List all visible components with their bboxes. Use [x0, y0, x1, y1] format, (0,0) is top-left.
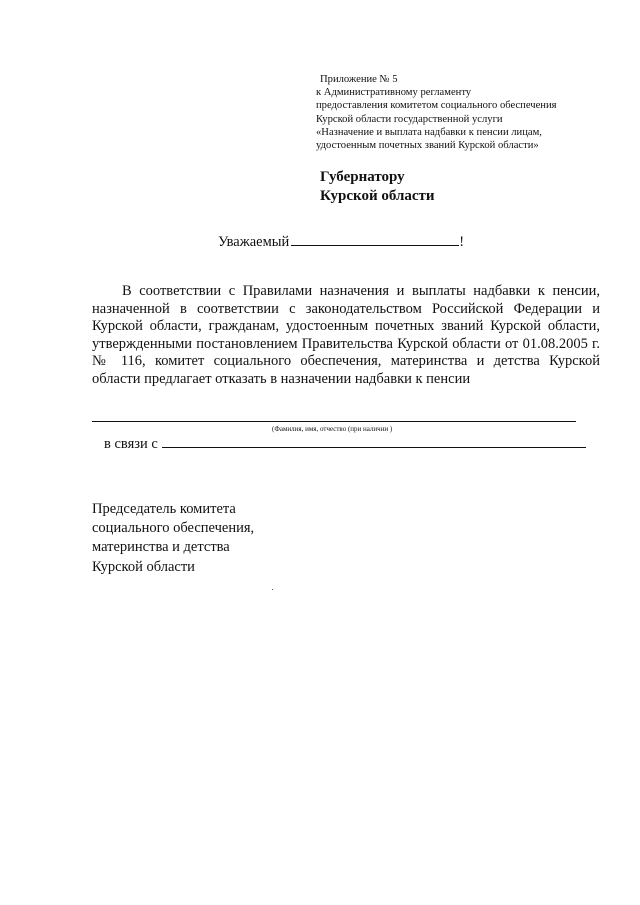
appendix-header [316, 73, 616, 152]
addressee-region: Курской области [320, 188, 435, 204]
salutation-name-blank [291, 232, 459, 246]
appendix-line: удостоенным почетных званий Курской области» [316, 140, 539, 152]
signature-block [92, 500, 254, 577]
appendix-line: предоставления комитетом социального обеспечения [316, 100, 557, 112]
appendix-title: Приложение № 5 [320, 74, 398, 85]
signature-line: социального обеспечения, [92, 520, 255, 537]
reason-blank [162, 434, 586, 448]
appendix-line: «Назначение и выплата надбавки к пенсии лицам, [316, 126, 542, 138]
signature-line: Курской области [92, 558, 195, 575]
scan-speck [272, 589, 273, 590]
signature-line: Председатель комитета [92, 501, 236, 517]
addressee-title: Губернатору [320, 169, 405, 185]
salutation [218, 232, 464, 251]
addressee-block [320, 168, 435, 206]
body-paragraph: В соответствии с Правилами назначения и выплаты надбавки к пенсии, назначенной в соответствии с законодательством Российской Федерации и Курской области, гражданам, удостоенным почетных званий Курской области, утвержденными постановлением Правительства Курской области от 01.08.2005 г. № 116, комитет социального обеспечения, материнства и детства Курской области предлагает отказать в назначении надбавки к пенсии [92, 283, 600, 387]
applicant-name-hint: (Фамилия, имя, отчество (при наличии ) [272, 425, 393, 433]
letter-body [92, 283, 600, 389]
salutation-prefix: Уважаемый [218, 234, 290, 250]
signature-line: материнства и детства [92, 539, 230, 556]
reason-label: в связи с [104, 436, 158, 452]
salutation-suffix: ! [459, 234, 465, 250]
appendix-line: Курской области государственной услуги [316, 113, 503, 125]
applicant-name-line [92, 421, 576, 422]
reason-row [104, 434, 586, 453]
appendix-line: к Административному регламенту [316, 87, 472, 99]
